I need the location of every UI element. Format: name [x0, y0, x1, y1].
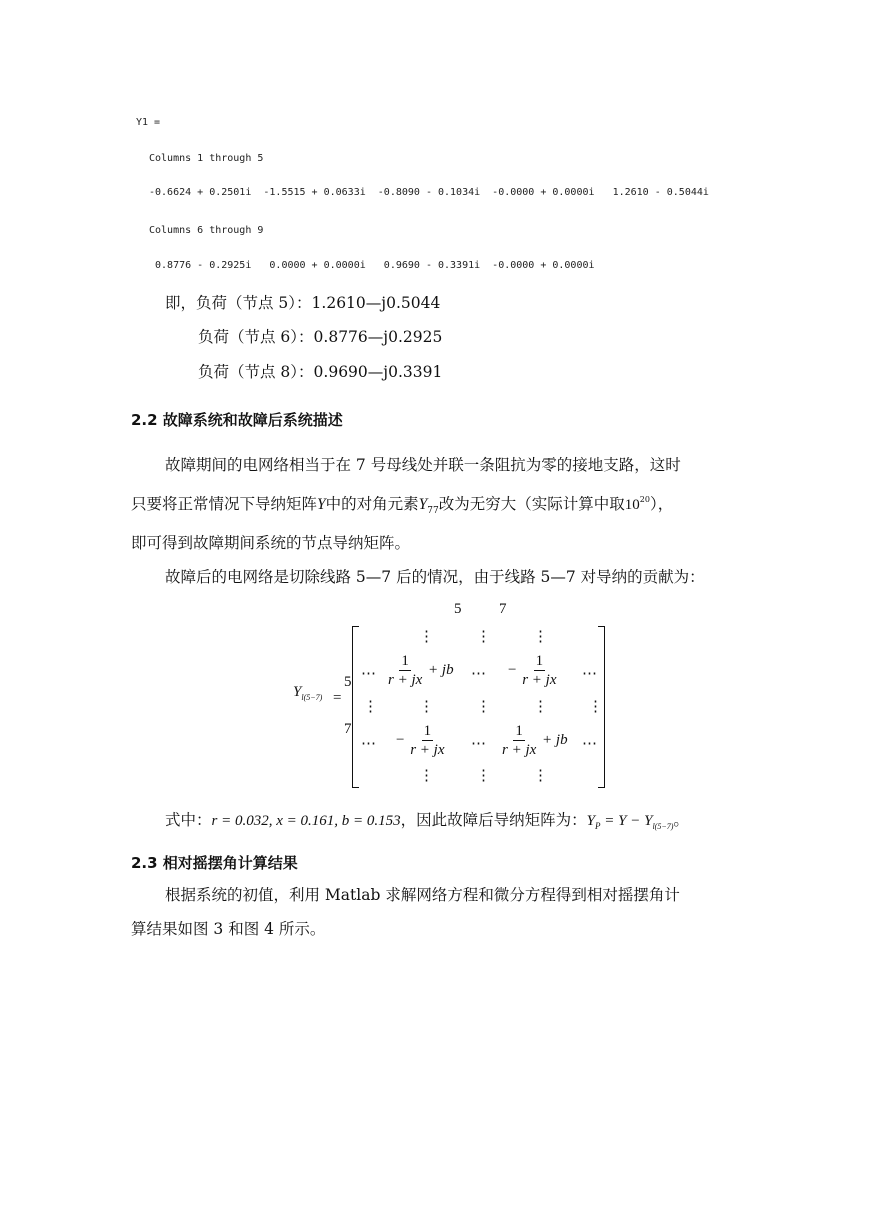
symbol-ten: 10 [624, 497, 640, 513]
minus-sign: − [396, 732, 405, 748]
vdots: ⋮ [533, 768, 548, 784]
vdots: ⋮ [533, 629, 548, 645]
paragraph-line: 故障期间的电网络相当于在 7 号母线处并联一条阻抗为零的接地支路，这时 [165, 456, 681, 474]
minus-sign: − [508, 662, 517, 678]
post-fault-formula-rest: = Y − Y [600, 813, 653, 829]
matrix-column-label-7: 7 [499, 601, 507, 617]
cdots: ⋯ [582, 666, 597, 682]
text-segment: 。 [673, 811, 689, 829]
matrix-entry-57 [508, 653, 559, 688]
cdots: ⋯ [582, 736, 597, 752]
fraction [500, 723, 538, 758]
post-fault-formula: Y [586, 813, 595, 829]
subscript: 77 [427, 506, 439, 516]
matrix-row-label-5: 5 [344, 674, 352, 690]
matlab-var-label: Y1 = [136, 117, 161, 128]
paragraph-line-with-math [131, 490, 673, 521]
matrix-row-label-7: 7 [344, 721, 352, 737]
vdots: ⋮ [588, 699, 603, 715]
fraction [386, 653, 424, 688]
paragraph-line: 故障后的电网络是切除线路 5—7 后的情况，由于线路 5—7 对导纳的贡献为： [165, 568, 705, 586]
cdots: ⋯ [471, 736, 486, 752]
fraction-numerator: 1 [423, 723, 432, 739]
fraction [408, 723, 446, 758]
matrix-entry-75 [396, 723, 447, 758]
matlab-values-row-2: 0.8776 - 0.2925i 0.0000 + 0.0000i 0.9690 - 0.3391i -0.0000 + 0.0000i [149, 260, 595, 271]
text-segment: ，因此故障后导纳矩阵为： [400, 811, 587, 829]
matrix-entry-77 [500, 723, 568, 758]
fraction [520, 653, 558, 688]
subscript: l(5−7) [652, 822, 674, 831]
subscript: P [595, 821, 601, 831]
text-segment: ）， [649, 495, 674, 513]
fraction-denominator: r + jx [410, 742, 445, 758]
symbol-Y77: Y [418, 496, 428, 513]
symbol-Y: Y [317, 496, 326, 513]
matlab-columns-header-2: Columns 6 through 9 [149, 225, 264, 236]
load-line-node8: 负荷（节点 8）：0.9690—j0.3391 [198, 363, 443, 381]
vdots: ⋮ [363, 699, 378, 715]
fraction-denominator: r + jx [502, 742, 537, 758]
matlab-columns-header-1: Columns 1 through 5 [149, 153, 264, 164]
text-segment: 改为无穷大（实际计算中取 [438, 495, 625, 513]
plus-jb: + jb [542, 731, 568, 748]
matrix-eq-sign: = [333, 690, 342, 706]
paragraph-line: 即可得到故障期间系统的节点导纳矩阵。 [131, 534, 411, 552]
section-heading-2-2: 2.2 故障系统和故障后系统描述 [131, 411, 343, 429]
vdots: ⋮ [419, 699, 434, 715]
cdots: ⋯ [361, 736, 376, 752]
load-line-node6: 负荷（节点 6）：0.8776—j0.2925 [198, 328, 443, 346]
vdots: ⋮ [476, 629, 491, 645]
vdots: ⋮ [476, 768, 491, 784]
lhs-subscript: l(5−7) [301, 693, 323, 702]
text-segment: 式中： [165, 811, 212, 829]
lhs-symbol: Y [293, 684, 302, 700]
fraction-numerator: 1 [515, 723, 523, 739]
paragraph-line: 根据系统的初值，利用 Matlab 求解网络方程和微分方程得到相对摇摆角计 [165, 886, 680, 904]
section-heading-2-3: 2.3 相对摇摆角计算结果 [131, 854, 298, 872]
vdots: ⋮ [476, 699, 491, 715]
fraction-numerator: 1 [401, 653, 409, 669]
matrix-lhs [293, 684, 322, 702]
plus-jb: + jb [428, 661, 454, 678]
fraction-denominator: r + jx [388, 672, 423, 688]
matlab-values-row-1: -0.6624 + 0.2501i -1.5515 + 0.0633i -0.8090 - 0.1034i -0.0000 + 0.0000i 1.2610 - 0.5044i [149, 187, 709, 198]
load-line-node5: 即，负荷（节点 5）：1.2610—j0.5044 [165, 294, 441, 312]
fraction-numerator: 1 [535, 653, 544, 669]
fraction-denominator: r + jx [522, 672, 557, 688]
formula-line [165, 810, 689, 837]
vdots: ⋮ [533, 699, 548, 715]
text-segment: 中的对角元素 [325, 495, 419, 513]
superscript: 20 [639, 495, 650, 504]
matrix-left-bracket [352, 626, 359, 788]
paragraph-line: 算结果如图 3 和图 4 所示。 [131, 920, 326, 938]
parameter-values: r = 0.032, x = 0.161, b = 0.153 [211, 813, 401, 829]
cdots: ⋯ [361, 666, 376, 682]
matrix-entry-55 [386, 653, 454, 688]
matrix-column-label-5: 5 [454, 601, 462, 617]
cdots: ⋯ [471, 666, 486, 682]
vdots: ⋮ [419, 629, 434, 645]
vdots: ⋮ [419, 768, 434, 784]
text-segment: 只要将正常情况下导纳矩阵 [131, 495, 318, 513]
